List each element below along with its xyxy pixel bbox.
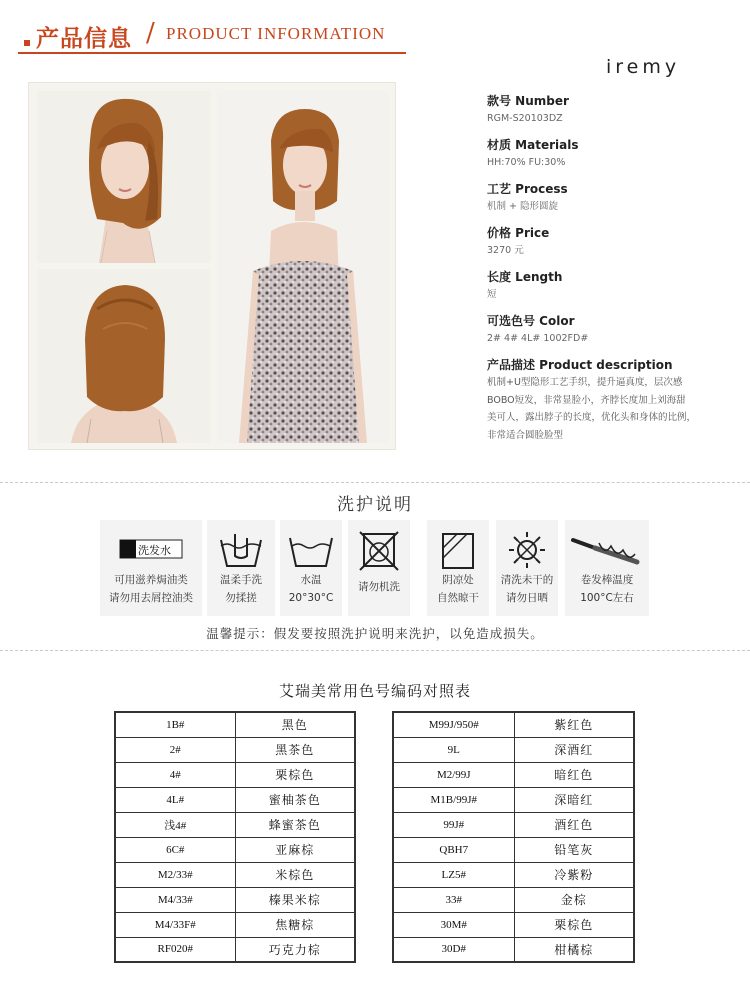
color-name: 榛果米棕 <box>235 887 355 912</box>
care-text <box>280 571 342 607</box>
table-row <box>393 837 634 862</box>
care-line: 可用滋养焗油类 <box>114 574 188 586</box>
table-row <box>115 937 355 962</box>
table-row <box>393 862 634 887</box>
care-line: 请勿日晒 <box>506 592 548 604</box>
care-item-shampoo <box>100 520 202 616</box>
color-code: LZ5# <box>393 862 514 887</box>
table-row <box>115 837 355 862</box>
color-name: 巧克力棕 <box>235 937 355 962</box>
info-label: 材质 Materials <box>487 138 579 152</box>
color-name: 深酒红 <box>514 737 634 762</box>
color-code: 4# <box>115 762 235 787</box>
title-separator: / <box>146 18 155 48</box>
color-code: M1B/99J# <box>393 787 514 812</box>
table-row <box>115 762 355 787</box>
section-title-cn: 产品信息 <box>36 26 132 52</box>
color-name: 栗棕色 <box>235 762 355 787</box>
color-code: 30D# <box>393 937 514 962</box>
color-name: 铅笔灰 <box>514 837 634 862</box>
product-info-list <box>487 92 737 444</box>
info-label: 可选色号 Color <box>487 314 575 328</box>
care-item-no-machine-wash <box>348 520 410 616</box>
care-line: 请勿机洗 <box>358 581 400 593</box>
water-temperature-icon <box>280 526 342 576</box>
care-item-shade-dry <box>427 520 489 616</box>
info-label: 款号 Number <box>487 94 569 108</box>
info-label: 价格 Price <box>487 226 550 240</box>
care-text <box>427 571 489 607</box>
care-item-hand-wash <box>207 520 275 616</box>
care-line: 水温 <box>300 574 322 586</box>
color-code: 1B# <box>115 712 235 737</box>
care-title: 洗护说明 <box>337 495 413 515</box>
product-photo-frame <box>28 82 396 450</box>
color-name: 米棕色 <box>235 862 355 887</box>
info-description <box>487 356 737 444</box>
color-code: M4/33F# <box>115 912 235 937</box>
color-code-table-right <box>392 711 635 963</box>
section-divider <box>0 482 750 483</box>
color-code: RF020# <box>115 937 235 962</box>
color-name: 冷紫粉 <box>514 862 634 887</box>
table-row <box>393 787 634 812</box>
info-number <box>487 92 737 136</box>
no-machine-wash-icon <box>348 526 410 576</box>
color-code: 6C# <box>115 837 235 862</box>
table-row <box>115 712 355 737</box>
color-code: 33# <box>393 887 514 912</box>
info-process <box>487 180 737 224</box>
color-name: 酒红色 <box>514 812 634 837</box>
table-row <box>393 737 634 762</box>
hand-wash-icon <box>207 526 275 576</box>
section-title-en: PRODUCT INFORMATION <box>166 24 386 43</box>
color-name: 焦糖棕 <box>235 912 355 937</box>
care-text <box>207 571 275 607</box>
color-name: 金棕 <box>514 887 634 912</box>
color-code: QBH7 <box>393 837 514 862</box>
table-row <box>115 737 355 762</box>
color-code-table-left <box>114 711 356 963</box>
info-materials <box>487 136 737 180</box>
color-name: 暗红色 <box>514 762 634 787</box>
table-row <box>393 937 634 962</box>
care-line: 20°30°C <box>288 592 334 604</box>
shampoo-label-icon <box>100 526 202 576</box>
care-text <box>565 571 649 607</box>
description-text <box>487 374 739 444</box>
care-item-curling-iron <box>565 520 649 616</box>
color-code: 浅4# <box>115 812 235 837</box>
description-line: 非常适合圆脸脸型 <box>487 429 564 441</box>
care-item-water-temperature <box>280 520 342 616</box>
description-line: 机制+U型隐形工艺手织，提升逼真度，层次感 <box>487 377 683 388</box>
care-text <box>496 571 558 607</box>
header-marker <box>24 40 30 46</box>
table-row <box>115 787 355 812</box>
info-value: 2# 4# 4L# 1002FD# <box>487 333 589 344</box>
table-row <box>393 912 634 937</box>
color-code: 4L# <box>115 787 235 812</box>
care-tip: 温馨提示：假发要按照洗护说明来洗护，以免造成损失。 <box>206 626 544 641</box>
color-name: 黑色 <box>235 712 355 737</box>
care-line: 阴凉处 <box>442 574 474 586</box>
color-code: 30M# <box>393 912 514 937</box>
model-full-body-photo[interactable] <box>217 91 389 443</box>
table-row <box>115 862 355 887</box>
color-name: 深暗红 <box>514 787 634 812</box>
curling-iron-icon <box>565 526 649 576</box>
model-back-photo[interactable] <box>37 269 211 443</box>
color-name: 亚麻棕 <box>235 837 355 862</box>
table-row <box>393 812 634 837</box>
color-name: 黑茶色 <box>235 737 355 762</box>
color-name: 蜂蜜茶色 <box>235 812 355 837</box>
color-name: 蜜柚茶色 <box>235 787 355 812</box>
table-row <box>393 887 634 912</box>
care-text <box>348 578 410 596</box>
brand-logo: iremy <box>606 56 681 78</box>
table-row <box>115 912 355 937</box>
info-label: 工艺 Process <box>487 182 568 196</box>
section-header <box>18 14 406 54</box>
care-line: 自然晾干 <box>437 592 479 604</box>
info-price <box>487 224 737 268</box>
info-value: RGM-S20103DZ <box>487 113 563 124</box>
description-line: BOBO短发，非常显脸小，齐脖长度加上刘海甜 <box>487 394 686 406</box>
header-underline <box>18 52 406 54</box>
color-code: M2/99J <box>393 762 514 787</box>
info-color <box>487 312 737 356</box>
info-value: 机制 + 隐形圆旋 <box>487 201 558 212</box>
model-front-photo[interactable] <box>37 91 211 263</box>
table-row <box>393 712 634 737</box>
care-line: 温柔手洗 <box>220 574 262 586</box>
info-value: 短 <box>487 289 497 300</box>
care-line: 100°C左右 <box>580 592 634 604</box>
care-line: 清洗未干的 <box>500 574 554 586</box>
color-name: 柑橘棕 <box>514 937 634 962</box>
shade-dry-icon <box>427 526 489 576</box>
shampoo-badge-text: 洗发水 <box>138 544 171 557</box>
description-line: 美可人，露出脖子的长度，优化头和身体的比例， <box>487 412 697 423</box>
section-divider <box>0 650 750 651</box>
color-code: M99J/950# <box>393 712 514 737</box>
care-text <box>100 571 202 607</box>
color-code: M4/33# <box>115 887 235 912</box>
no-sun-icon <box>496 526 558 576</box>
care-line: 请勿用去屑控油类 <box>109 592 193 604</box>
info-length <box>487 268 737 312</box>
color-table-title: 艾瑞美常用色号编码对照表 <box>278 682 471 700</box>
care-line: 卷发棒温度 <box>580 574 634 586</box>
care-item-no-sun <box>496 520 558 616</box>
color-code: 2# <box>115 737 235 762</box>
color-code: M2/33# <box>115 862 235 887</box>
info-label: 长度 Length <box>487 270 563 284</box>
info-value: 3270 元 <box>487 245 524 256</box>
color-name: 紫红色 <box>514 712 634 737</box>
color-code: 99J# <box>393 812 514 837</box>
info-value: HH:70% FU:30% <box>487 157 566 168</box>
info-label: 产品描述 Product description <box>487 358 673 372</box>
table-row <box>115 887 355 912</box>
care-line: 勿揉搓 <box>225 592 257 604</box>
table-row <box>115 812 355 837</box>
color-name: 栗棕色 <box>514 912 634 937</box>
table-row <box>393 762 634 787</box>
color-code: 9L <box>393 737 514 762</box>
